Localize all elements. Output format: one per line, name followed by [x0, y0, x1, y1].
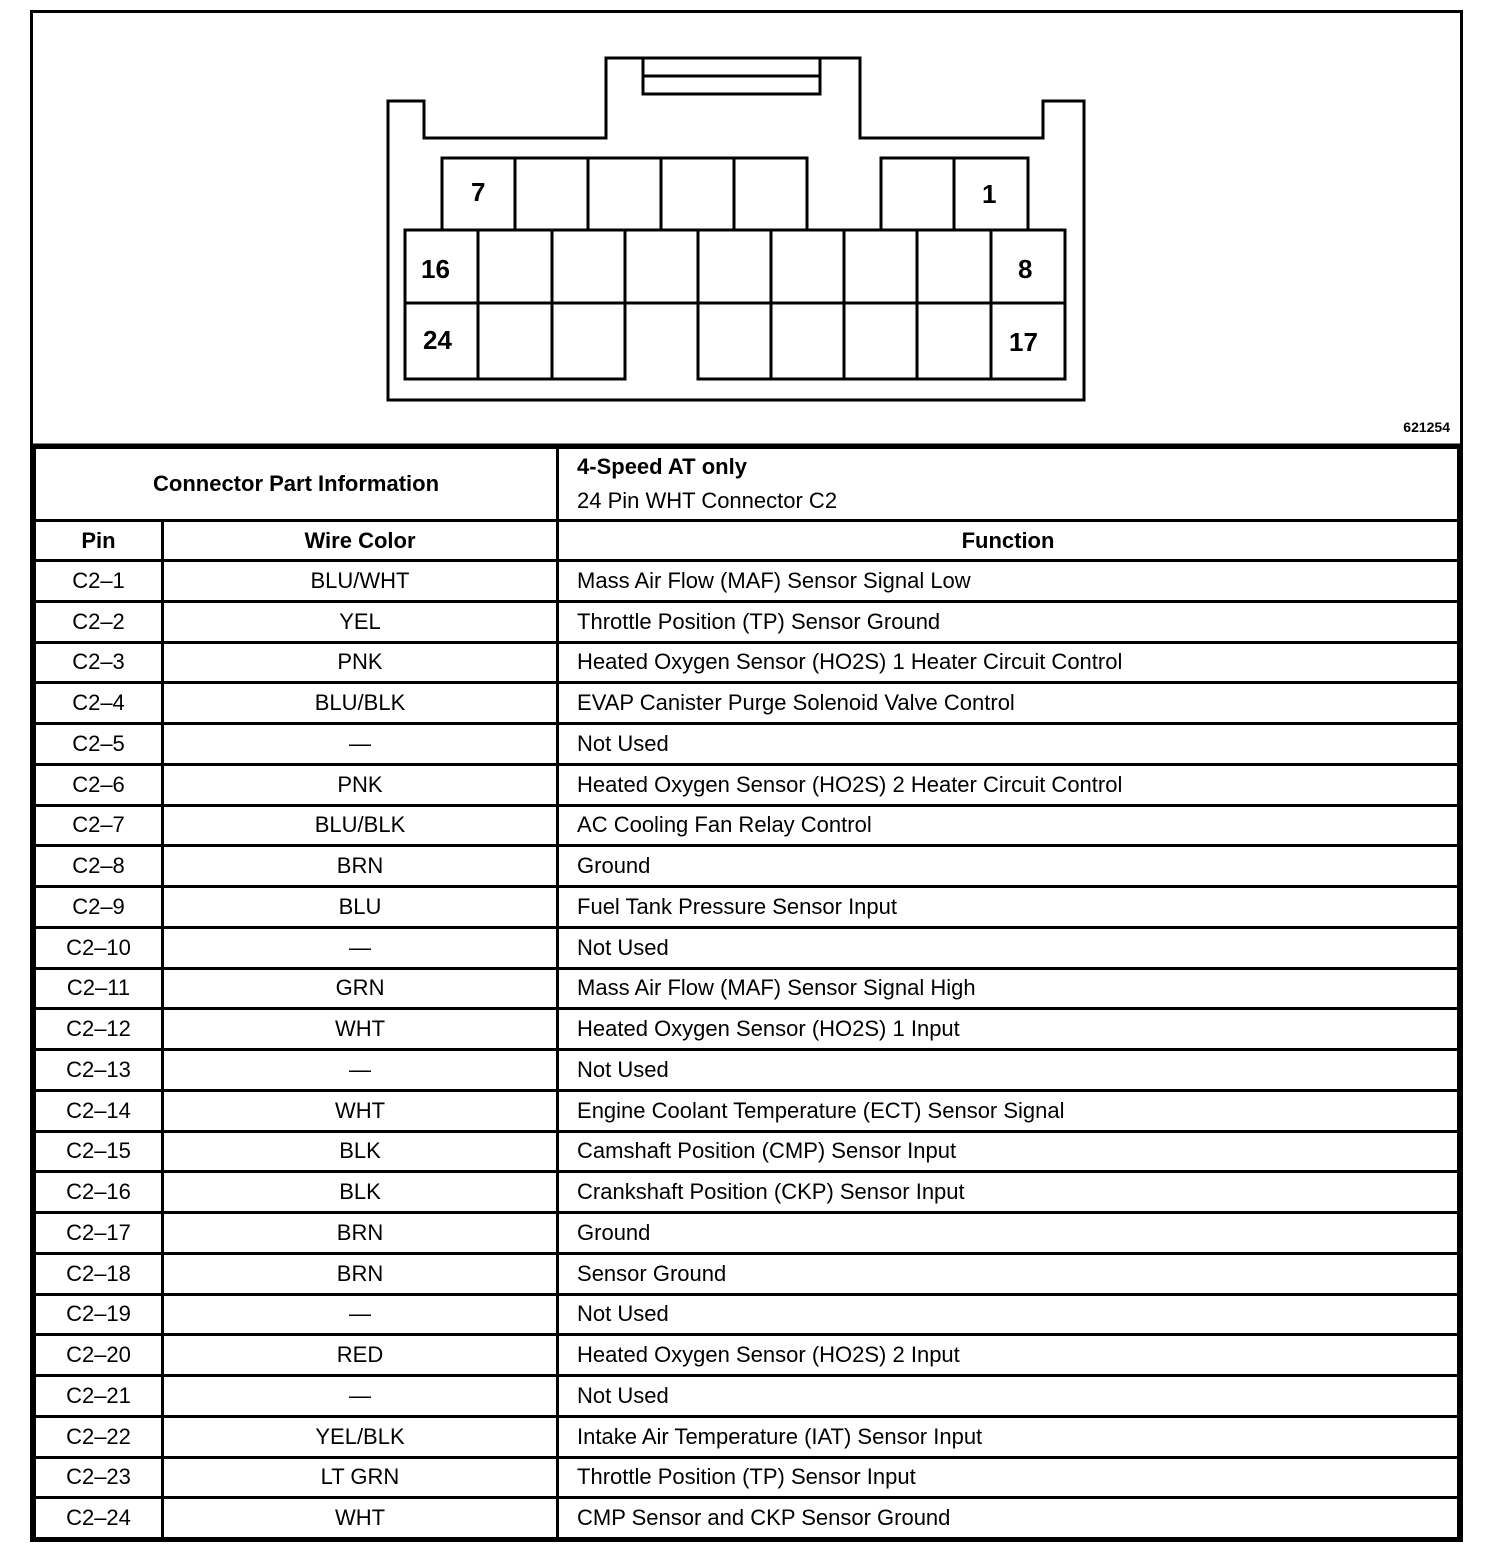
function-cell: Heated Oxygen Sensor (HO2S) 1 Heater Circuit Control	[558, 642, 1459, 683]
table-header-info	[35, 448, 1459, 521]
function-cell: Camshaft Position (CMP) Sensor Input	[558, 1131, 1459, 1172]
pin-cell: C2–8	[35, 846, 163, 887]
function-cell: CMP Sensor and CKP Sensor Ground	[558, 1498, 1459, 1539]
table-row	[35, 1090, 1459, 1131]
connector-outline	[33, 13, 1460, 446]
table-row	[35, 1416, 1459, 1457]
wire-color-cell: BRN	[163, 1253, 558, 1294]
pin-cell: C2–17	[35, 1213, 163, 1254]
wire-color-cell: BRN	[163, 846, 558, 887]
wire-color-cell: BLK	[163, 1172, 558, 1213]
table-row	[35, 601, 1459, 642]
connector-description	[558, 448, 1459, 521]
connector-variant: 4-Speed AT only	[577, 454, 747, 479]
pin-cavity	[478, 230, 552, 303]
pin-cavity	[588, 158, 661, 230]
function-cell: Mass Air Flow (MAF) Sensor Signal High	[558, 968, 1459, 1009]
pin-cell: C2–4	[35, 683, 163, 724]
function-cell: Crankshaft Position (CKP) Sensor Input	[558, 1172, 1459, 1213]
function-cell: Throttle Position (TP) Sensor Input	[558, 1457, 1459, 1498]
connector-sheet	[30, 10, 1463, 1542]
pin-label-7: 7	[471, 177, 486, 207]
pin-cavity	[515, 158, 588, 230]
wire-color-cell: WHT	[163, 1009, 558, 1050]
wire-color-cell: —	[163, 724, 558, 765]
column-header-pin: Pin	[35, 521, 163, 561]
pin-cell: C2–14	[35, 1090, 163, 1131]
pin-label-16: 16	[421, 254, 450, 284]
pin-cell: C2–22	[35, 1416, 163, 1457]
function-cell: Not Used	[558, 1376, 1459, 1417]
pin-cavity	[698, 303, 771, 379]
connector-type: 24 Pin WHT Connector C2	[577, 488, 838, 513]
pin-cell: C2–1	[35, 561, 163, 602]
function-cell: Not Used	[558, 724, 1459, 765]
function-cell: Intake Air Temperature (IAT) Sensor Input	[558, 1416, 1459, 1457]
pin-cavity	[917, 230, 991, 303]
pin-label-1: 1	[982, 179, 997, 209]
function-cell: Heated Oxygen Sensor (HO2S) 2 Heater Circuit Control	[558, 764, 1459, 805]
table-row	[35, 724, 1459, 765]
wire-color-cell: BLU/BLK	[163, 805, 558, 846]
wire-color-cell: BLU	[163, 887, 558, 928]
function-cell: Sensor Ground	[558, 1253, 1459, 1294]
pin-cell: C2–9	[35, 887, 163, 928]
table-row	[35, 642, 1459, 683]
table-row	[35, 846, 1459, 887]
pin-cell: C2–5	[35, 724, 163, 765]
pin-label-8: 8	[1018, 254, 1033, 284]
wire-color-cell: YEL	[163, 601, 558, 642]
pin-cell: C2–23	[35, 1457, 163, 1498]
pin-cavity	[881, 158, 954, 230]
wire-color-cell: BRN	[163, 1213, 558, 1254]
table-row	[35, 1457, 1459, 1498]
function-cell: EVAP Canister Purge Solenoid Valve Control	[558, 683, 1459, 724]
wire-color-cell: GRN	[163, 968, 558, 1009]
function-cell: Engine Coolant Temperature (ECT) Sensor Signal	[558, 1090, 1459, 1131]
pin-cell: C2–7	[35, 805, 163, 846]
wire-color-cell: —	[163, 1050, 558, 1091]
pin-cavity	[552, 230, 625, 303]
pin-cavity	[771, 230, 844, 303]
pinout-table	[33, 446, 1460, 1540]
function-cell: Not Used	[558, 927, 1459, 968]
table-row	[35, 561, 1459, 602]
function-cell: Ground	[558, 846, 1459, 887]
wire-color-cell: PNK	[163, 642, 558, 683]
pin-cavity	[698, 230, 771, 303]
pin-cavity	[844, 303, 917, 379]
wire-color-cell: RED	[163, 1335, 558, 1376]
function-cell: Heated Oxygen Sensor (HO2S) 2 Input	[558, 1335, 1459, 1376]
pin-cavity	[478, 303, 552, 379]
wire-color-cell: BLU/BLK	[163, 683, 558, 724]
function-cell: Not Used	[558, 1294, 1459, 1335]
pin-cavity	[734, 158, 807, 230]
pin-cell: C2–20	[35, 1335, 163, 1376]
wire-color-cell: —	[163, 927, 558, 968]
pin-cell: C2–11	[35, 968, 163, 1009]
pin-cavity	[625, 230, 698, 303]
pin-cavity	[771, 303, 844, 379]
table-body	[35, 561, 1459, 1539]
wire-color-cell: —	[163, 1376, 558, 1417]
pin-cavity	[552, 303, 625, 379]
pin-label-24: 24	[423, 325, 452, 355]
function-cell: Not Used	[558, 1050, 1459, 1091]
table-column-headers	[35, 521, 1459, 561]
figure-id: 621254	[1403, 419, 1450, 435]
pin-cell: C2–2	[35, 601, 163, 642]
column-header-function: Function	[558, 521, 1459, 561]
connector-part-info-title: Connector Part Information	[35, 448, 558, 521]
table-row	[35, 968, 1459, 1009]
connector-face-diagram	[33, 13, 1460, 446]
table-row	[35, 1253, 1459, 1294]
table-row	[35, 1213, 1459, 1254]
function-cell: Ground	[558, 1213, 1459, 1254]
wire-color-cell: WHT	[163, 1090, 558, 1131]
pin-cell: C2–13	[35, 1050, 163, 1091]
pin-cavity	[661, 158, 734, 230]
pin-cell: C2–3	[35, 642, 163, 683]
function-cell: Mass Air Flow (MAF) Sensor Signal Low	[558, 561, 1459, 602]
table-row	[35, 1172, 1459, 1213]
wire-color-cell: BLU/WHT	[163, 561, 558, 602]
table-row	[35, 1050, 1459, 1091]
wire-color-cell: WHT	[163, 1498, 558, 1539]
table-row	[35, 1498, 1459, 1539]
pin-label-17: 17	[1009, 327, 1038, 357]
pin-cell: C2–21	[35, 1376, 163, 1417]
pin-cell: C2–6	[35, 764, 163, 805]
pin-cell: C2–12	[35, 1009, 163, 1050]
table-row	[35, 1335, 1459, 1376]
wire-color-cell: LT GRN	[163, 1457, 558, 1498]
pin-cell: C2–15	[35, 1131, 163, 1172]
table-row	[35, 1294, 1459, 1335]
wire-color-cell: —	[163, 1294, 558, 1335]
wire-color-cell: BLK	[163, 1131, 558, 1172]
function-cell: Throttle Position (TP) Sensor Ground	[558, 601, 1459, 642]
pin-cell: C2–19	[35, 1294, 163, 1335]
wire-color-cell: PNK	[163, 764, 558, 805]
function-cell: Fuel Tank Pressure Sensor Input	[558, 887, 1459, 928]
pin-cavity	[844, 230, 917, 303]
pin-cell: C2–24	[35, 1498, 163, 1539]
table-row	[35, 1009, 1459, 1050]
function-cell: Heated Oxygen Sensor (HO2S) 1 Input	[558, 1009, 1459, 1050]
table-row	[35, 764, 1459, 805]
table-row	[35, 927, 1459, 968]
wire-color-cell: YEL/BLK	[163, 1416, 558, 1457]
column-header-wire-color: Wire Color	[163, 521, 558, 561]
table-row	[35, 1376, 1459, 1417]
table-row	[35, 805, 1459, 846]
pin-cell: C2–16	[35, 1172, 163, 1213]
table-row	[35, 1131, 1459, 1172]
table-row	[35, 683, 1459, 724]
pin-cell: C2–18	[35, 1253, 163, 1294]
pin-cell: C2–10	[35, 927, 163, 968]
table-row	[35, 887, 1459, 928]
pin-cavity	[917, 303, 991, 379]
function-cell: AC Cooling Fan Relay Control	[558, 805, 1459, 846]
